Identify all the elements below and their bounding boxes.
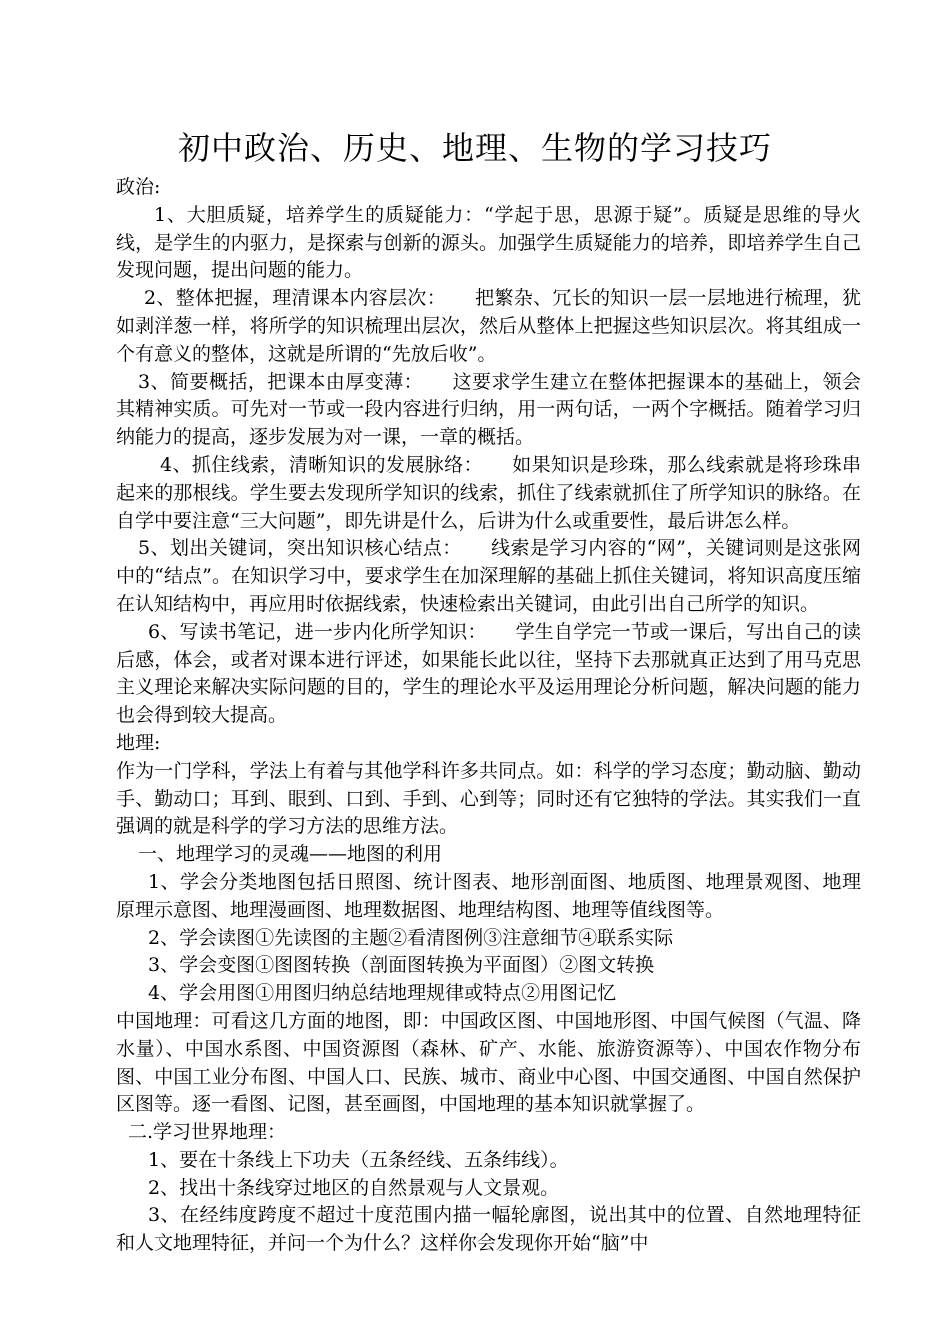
section-heading-politics: 政治: [116,176,161,198]
paragraph: 作为一门学科，学法上有着与其他学科许多共同点。如：科学的学习态度；勤动脑、勤动手、勤动口；耳到、眼到、口到、手到、心到等；同时还有它独特的学法。其实我们一直强调的就是科学的学习方法的思维方法。 [116,759,861,838]
list-item: 3、在经纬度跨度不超过十度范围内描一幅轮廓图，说出其中的位置、自然地理特征和人文地理特征，并问一个为什么？这样你会发现你开始“脑”中 [116,1204,861,1255]
list-item: 2、找出十条线穿过地区的自然景观与人文景观。 [148,1176,560,1199]
paragraph: 4、抓住线索，清晰知识的发展脉络： 如果知识是珍珠，那么线索就是将珍珠串起来的那根线。学生要去发现所学知识的线索，抓住了线索就抓住了所学知识的脉络。在自学中要注意“三大问题”，即先讲是什么，后讲为什么或重要性，最后讲怎么样。 [116,453,861,532]
paragraph: 1、大胆质疑，培养学生的质疑能力：“学起于思，思源于疑”。质疑是思维的导火线，是学生的内驱力，是探索与创新的源头。加强学生质疑能力的培养，即培养学生自己发现问题，提出问题的能力。 [116,203,861,282]
paragraph: 3、简要概括，把课本由厚变薄： 这要求学生建立在整体把握课本的基础上，领会其精神实质。可先对一节或一段内容进行归纳，用一两句话，一两个字概括。随着学习归纳能力的提高，逐步发展为对一课，一章的概括。 [116,370,861,449]
paragraph: 5、划出关键词，突出知识核心结点： 线索是学习内容的“网”，关键词则是这张网中的“结点”。在知识学习中，要求学生在加深理解的基础上抓住关键词，将知识高度压缩在认知结构中，再应用时依据线索，快速检索出关键词，由此引出自己所学的知识。 [116,537,861,615]
subheading: 二.学习世界地理： [128,1121,287,1144]
subheading: 一、地理学习的灵魂——地图的利用 [138,843,443,866]
section-heading-geography: 地理: [116,731,161,754]
paragraph: 6、写读书笔记，进一步内化所学知识： 学生自学完一节或一课后，写出自己的读后感，体会，或者对课本进行评述，如果能长此以往，坚持下去那就真正达到了用马克思主义理论来解决实际问题的目的，学生的理论水平及运用理论分析问题，解决问题的能力也会得到较大提高。 [116,620,861,727]
list-item: 4、学会用图①用图归纳总结地理规律或特点②用图记忆 [148,982,617,1005]
document-title: 初中政治、历史、地理、生物的学习技巧 [177,129,772,167]
paragraph: 2、整体把握，理清课本内容层次： 把繁杂、冗长的知识一层一层地进行梳理，犹如剥洋葱一样，将所学的知识梳理出层次，然后从整体上把握这些知识层次。将其组成一个有意义的整体，这就是所谓的“先放后收”。 [116,287,861,365]
document-body [116,174,861,1258]
list-item: 1、要在十条线上下功夫（五条经线、五条纬线）。 [148,1148,569,1171]
paragraph: 中国地理：可看这几方面的地图，即：中国政区图、中国地形图、中国气候图（气温、降水量）、中国水系图、中国资源图（森林、矿产、水能、旅游资源等）、中国农作物分布图、中国工业分布图、中国人口、民族、城市、商业中心图、中国交通图、中国自然保护区图等。逐一看图、记图，甚至画图，中国地理的基本知识就掌握了。 [116,1009,861,1116]
list-item: 2、学会读图①先读图的主题②看清图例③注意细节④联系实际 [148,926,674,949]
list-item: 3、学会变图①图图转换（剖面图转换为平面图）②图文转换 [148,954,655,977]
list-item: 1、学会分类地图包括日照图、统计图表、地形剖面图、地质图、地理景观图、地理原理示意图、地理漫画图、地理数据图、地理结构图、地理等值线图等。 [116,870,861,921]
